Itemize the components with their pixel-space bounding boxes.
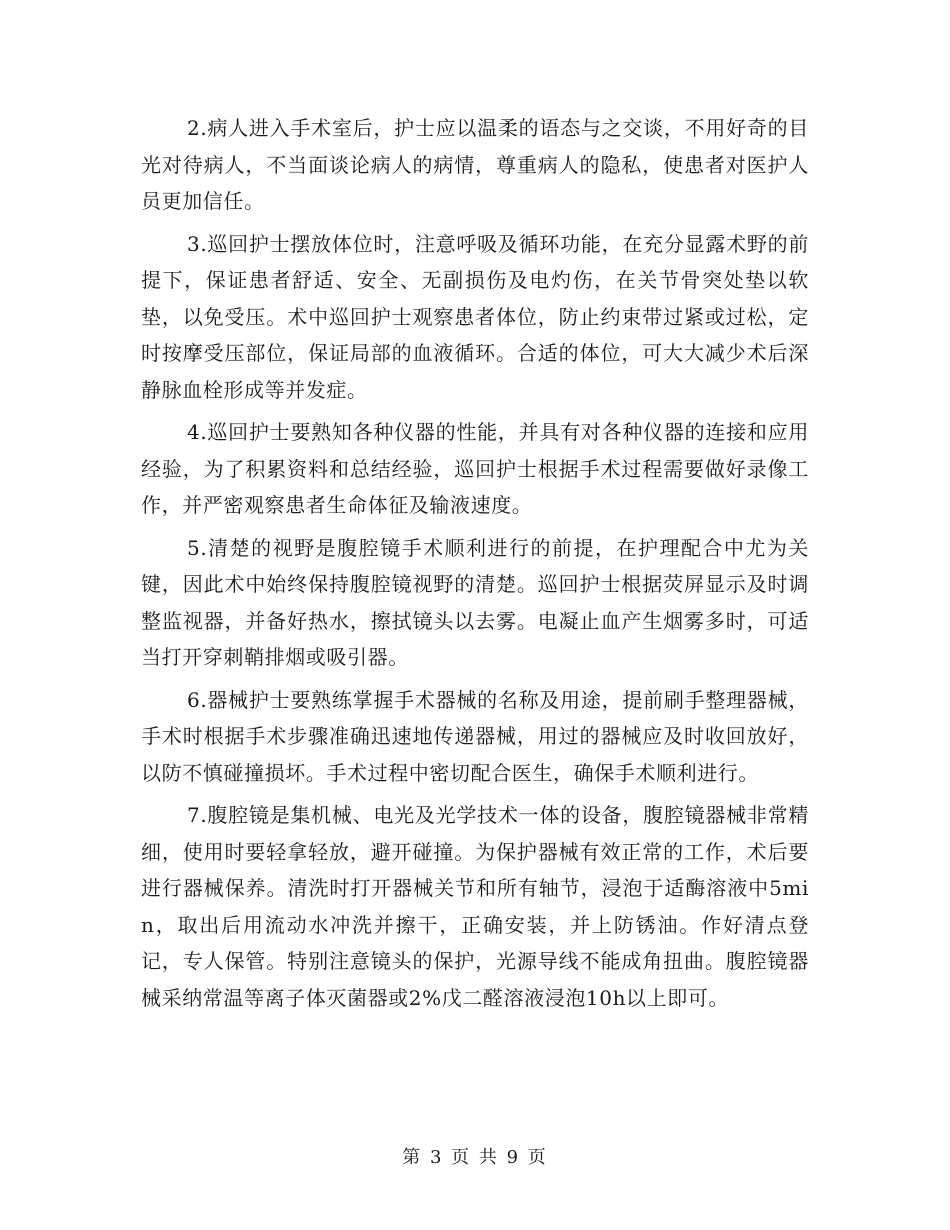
paragraph-7: 7.腹腔镜是集机械、电光及光学技术一体的设备，腹腔镜器械非常精细，使用时要轻拿轻放，避开碰撞。为保护器械有效正常的工作，术后要进行器械保养。清洗时打开器械关节和所有轴节，浸泡于适酶溶液中5min，取出后用流动水冲洗并擦干，正确安装，并上防锈油。作好清点登记，专人保管。特别注意镜头的保护，光源导线不能成角扭曲。腹腔镜器械采纳常温等离子体灭菌器或2%戊二醛溶液浸泡10h以上即可。 — [141, 803, 809, 1010]
page-number-footer: 第 3 页 共 9 页 — [402, 1147, 548, 1168]
paragraph-4: 4.巡回护士要熟知各种仪器的性能，并具有对各种仪器的连接和应用经验，为了积累资料和总结经验，巡回护士根据手术过程需要做好录像工作，并严密观察患者生命体征及输液速度。 — [141, 420, 809, 517]
paragraph-5: 5.清楚的视野是腹腔镜手术顺利进行的前提，在护理配合中尤为关键，因此术中始终保持腹腔镜视野的清楚。巡回护士根据荧屏显示及时调整监视器，并备好热水，擦拭镜头以去雾。电凝止血产生烟雾多时，可适当打开穿刺鞘排烟或吸引器。 — [141, 535, 809, 669]
paragraph-3: 3.巡回护士摆放体位时，注意呼吸及循环功能，在充分显露术野的前提下，保证患者舒适、安全、无副损伤及电灼伤，在关节骨突处垫以软垫，以免受压。术中巡回护士观察患者体位，防止约束带过紧或过松，定时按摩受压部位，保证局部的血液循环。合适的体位，可大大减少术后深静脉血栓形成等并发症。 — [141, 231, 809, 402]
paragraph-6: 6.器械护士要熟练掌握手术器械的名称及用途，提前刷手整理器械，手术时根据手术步骤准确迅速地传递器械，用过的器械应及时收回放好，以防不慎碰撞损坏。手术过程中密切配合医生，确保手术顺利进行。 — [141, 687, 809, 785]
paragraph-2: 2.病人进入手术室后，护士应以温柔的语态与之交谈，不用好奇的目光对待病人，不当面谈论病人的病情，尊重病人的隐私，使患者对医护人员更加信任。 — [141, 116, 809, 213]
document-body — [141, 110, 809, 1022]
